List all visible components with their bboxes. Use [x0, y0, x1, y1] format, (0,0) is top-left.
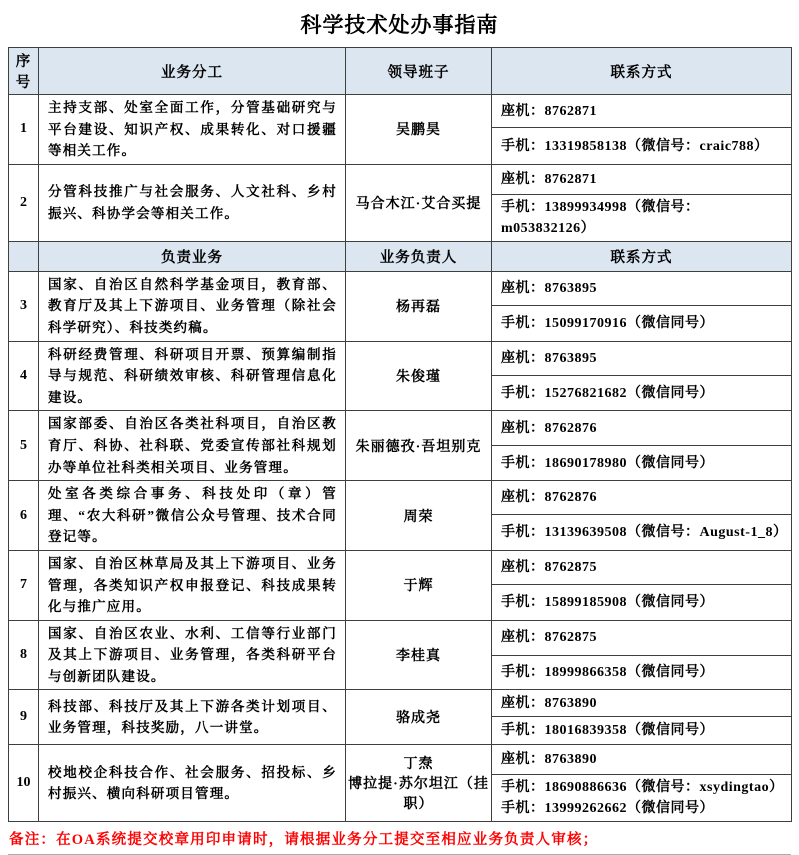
row-number: 4 — [9, 341, 39, 411]
column-header-manager: 业务负责人 — [346, 241, 492, 271]
landline-text: 座机：8763890 — [492, 690, 792, 717]
mobile-text: 手机：18690886636（微信号：xsydingtao）手机：13999262662（微信同号） — [492, 775, 792, 822]
table-row — [9, 271, 792, 305]
table-row — [9, 164, 792, 194]
column-header-no-2 — [9, 241, 39, 271]
landline-text: 座机：8763895 — [492, 341, 792, 375]
landline-text: 座机：8762876 — [492, 411, 792, 446]
table-row — [9, 341, 792, 375]
landline-text: 座机：8763890 — [492, 745, 792, 775]
person-name: 于辉 — [346, 550, 492, 620]
person-name-group — [346, 745, 492, 822]
mobile-text: 手机：13899934998（微信号：m053832126） — [492, 194, 792, 241]
landline-text: 座机：8762876 — [492, 481, 792, 515]
mobile-text: 手机：18690178980（微信同号） — [492, 446, 792, 481]
mobile-text: 手机：13319858138（微信号：craic788） — [492, 128, 792, 164]
person-name: 李桂真 — [346, 620, 492, 690]
landline-text: 座机：8763895 — [492, 271, 792, 305]
duty-text: 主持支部、处室全面工作，分管基础研究与平台建设、知识产权、成果转化、对口援疆等相关工作。 — [39, 95, 346, 165]
row-number: 5 — [9, 411, 39, 481]
service-guide-table — [8, 47, 792, 822]
row-number: 1 — [9, 95, 39, 165]
page-title: 科学技术处办事指南 — [300, 13, 499, 37]
duty-text: 国家部委、自治区各类社科项目，自治区教育厅、科协、社科联、党委宣传部社科规划办等单位社科类相关项目、业务管理。 — [39, 411, 346, 481]
duty-text: 科研经费管理、科研项目开票、预算编制指导与规范、科研绩效审核、科研管理信息化建设。 — [39, 341, 346, 411]
table-row — [9, 620, 792, 655]
table-header-row-1 — [9, 48, 792, 95]
person-name: 吴鹏昊 — [346, 95, 492, 165]
mobile-text: 手机：15099170916（微信同号） — [492, 306, 792, 341]
person-name: 丁焘 — [403, 757, 434, 773]
person-name-secondary: 博拉提·苏尔坦江（挂职） — [348, 777, 489, 813]
person-name: 周荣 — [346, 481, 492, 551]
column-header-contact: 联系方式 — [492, 48, 792, 95]
landline-text: 座机：8762871 — [492, 164, 792, 194]
duty-text: 处室各类综合事务、科技处印（章）管理、“农大科研”微信公众号管理、技术合同登记等。 — [39, 481, 346, 551]
duty-text: 国家、自治区自然科学基金项目，教育部、教育厅及其上下游项目、业务管理（除社会科学研究）、科技类约稿。 — [39, 271, 346, 341]
landline-text: 座机：8762871 — [492, 95, 792, 128]
table-row — [9, 745, 792, 775]
column-header-duty: 业务分工 — [39, 48, 346, 95]
remark-note: 备注：在OA系统提交校章用印申请时，请根据业务分工提交至相应业务负责人审核； — [8, 822, 791, 855]
person-name: 朱丽德孜·吾坦别克 — [346, 411, 492, 481]
table-row — [9, 95, 792, 128]
mobile-text: 手机：13139639508（微信号：August-1_8） — [492, 515, 792, 551]
table-row — [9, 550, 792, 584]
person-name: 杨再磊 — [346, 271, 492, 341]
row-number: 10 — [9, 745, 39, 822]
column-header-no: 序号 — [9, 48, 39, 95]
table-row — [9, 690, 792, 717]
row-number: 7 — [9, 550, 39, 620]
row-number: 2 — [9, 164, 39, 241]
person-name: 骆成尧 — [346, 690, 492, 745]
mobile-text: 手机：18016839358（微信同号） — [492, 717, 792, 745]
mobile-text: 手机：15276821682（微信同号） — [492, 375, 792, 411]
column-header-contact-2: 联系方式 — [492, 241, 792, 271]
landline-text: 座机：8762875 — [492, 550, 792, 584]
mobile-text: 手机：15899185908（微信同号） — [492, 585, 792, 621]
duty-text: 国家、自治区农业、水利、工信等行业部门及其上下游项目、业务管理，各类科研平台与创新团队建设。 — [39, 620, 346, 690]
row-number: 9 — [9, 690, 39, 745]
landline-text: 座机：8762875 — [492, 620, 792, 655]
duty-text: 国家、自治区林草局及其上下游项目、业务管理，各类知识产权申报登记、科技成果转化与推广应用。 — [39, 550, 346, 620]
row-number: 6 — [9, 481, 39, 551]
row-number: 8 — [9, 620, 39, 690]
duty-text: 分管科技推广与社会服务、人文社科、乡村振兴、科协学会等相关工作。 — [39, 164, 346, 241]
table-row — [9, 481, 792, 515]
duty-text: 科技部、科技厅及其上下游各类计划项目、业务管理，科技奖励，八一讲堂。 — [39, 690, 346, 745]
duty-text: 校地校企科技合作、社会服务、招投标、乡村振兴、横向科研项目管理。 — [39, 745, 346, 822]
table-header-row-2 — [9, 241, 792, 271]
column-header-leader: 领导班子 — [346, 48, 492, 95]
person-name: 马合木江·艾合买提 — [346, 164, 492, 241]
person-name: 朱俊瑾 — [346, 341, 492, 411]
mobile-text: 手机：18999866358（微信同号） — [492, 655, 792, 690]
row-number: 3 — [9, 271, 39, 341]
table-row — [9, 411, 792, 446]
column-header-business: 负责业务 — [39, 241, 346, 271]
